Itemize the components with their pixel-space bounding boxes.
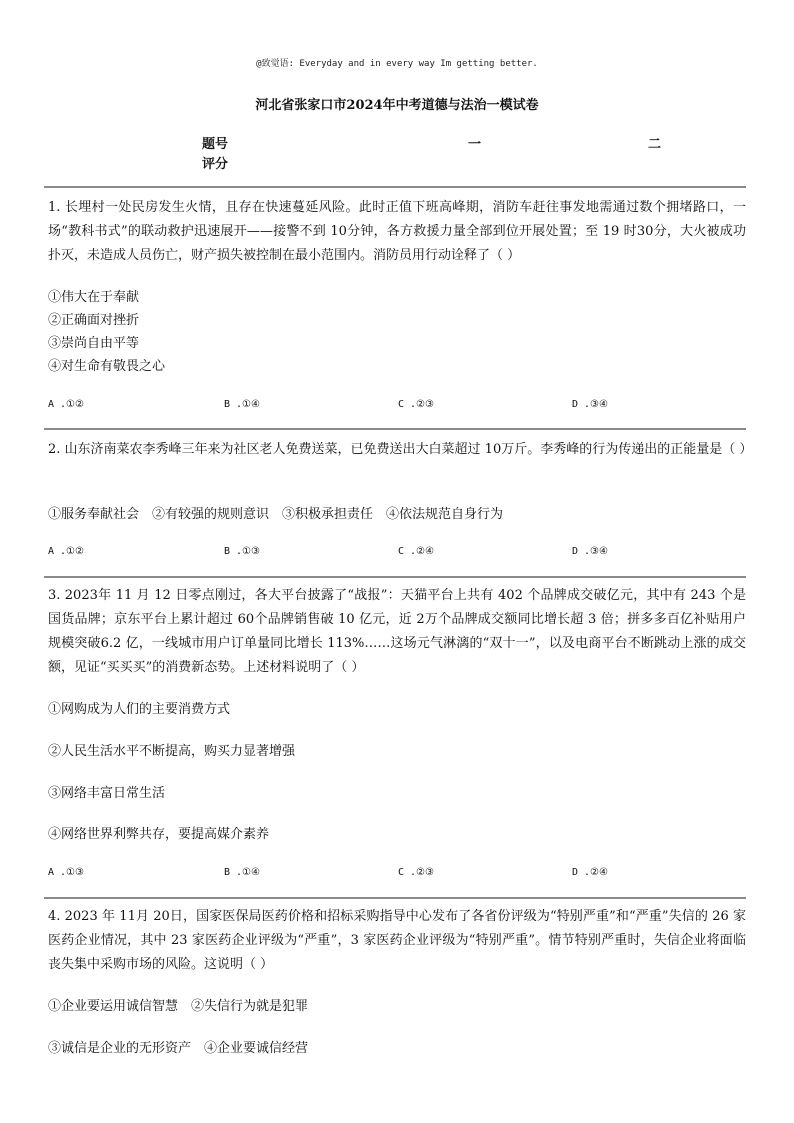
question-3-statement-3: ③网络丰富日常生活	[48, 786, 166, 801]
question-2-options	[48, 546, 748, 564]
score-table-question-number-label: 题号	[202, 137, 229, 152]
question-3-option-d[interactable]: D .②④	[572, 867, 608, 878]
divider	[44, 428, 746, 430]
question-3-option-a[interactable]: A .①③	[48, 867, 84, 878]
question-1-options	[48, 399, 748, 417]
question-3-options	[48, 867, 748, 885]
question-3-statement-4: ④网络世界利弊共存，要提高媒介素养	[48, 827, 270, 842]
question-1-statement-3: ③崇尚自由平等	[48, 336, 140, 351]
exam-title: 河北省张家口市2024年中考道德与法治一模试卷	[255, 98, 539, 113]
question-2-option-c[interactable]: C .②④	[398, 546, 434, 557]
question-2-statements: ①服务奉献社会 ②有较强的规则意识 ③积极承担责任 ④依法规范自身行为	[48, 507, 504, 522]
question-4-statements-row-1: ①企业要运用诚信智慧 ②失信行为就是犯罪	[48, 999, 309, 1014]
question-3-statement-1: ①网购成为人们的主要消费方式	[48, 702, 231, 717]
question-2-option-b[interactable]: B .①③	[224, 546, 260, 557]
question-3-option-c[interactable]: C .②③	[398, 867, 434, 878]
question-3-stem: 3. 2023年 11 月 12 日零点刚过，各大平台披露了“战报”：天猫平台上共有 402 个品牌成交破亿元，其中有 243 个是国货品牌；京东平台上累计超过 60个品牌销售破 10 亿元，近 2万个品牌成交额同比增长超 3 倍；拼多多百亿补贴用户规模突破6.2 亿，一线城市用户订单量同比增长 113%……这场元气淋漓的“双十一”，以及电商平台不断跳动上涨的成交额，见证“买买买”的消费新态势。上述材料说明了（ ）	[48, 588, 746, 675]
score-table	[0, 133, 794, 173]
question-4-stem: 4. 2023 年 11月 20日，国家医保局医药价格和招标采购指导中心发布了各省份评级为“特别严重”和“严重”失信的 26 家医药企业情况，其中 23 家医药企业评级为“严重”，3 家医药企业评级为“特别严重”。情节特别严重时，失信企业将面临丧失集中采购市场的风险。这说明（ ）	[48, 909, 746, 972]
score-table-score-label: 评分	[202, 157, 229, 172]
question-1-statement-4: ④对生命有敬畏之心	[48, 359, 166, 374]
page-motto: @致觉语: Everyday and in every way Im getting better.	[256, 59, 538, 69]
question-1-option-a[interactable]: A .①②	[48, 399, 84, 410]
question-2-stem: 2. 山东济南菜农李秀峰三年来为社区老人免费送菜，已免费送出大白菜超过 10万斤。李秀峰的行为传递出的正能量是（ ）	[48, 442, 753, 457]
score-table-column-1: 一	[468, 137, 482, 152]
question-1-option-c[interactable]: C .②③	[398, 399, 434, 410]
question-4-statements-row-2: ③诚信是企业的无形资产 ④企业要诚信经营	[48, 1041, 309, 1056]
question-1-stem: 1. 长埋村一处民房发生火情，且存在快速蔓延风险。此时正值下班高峰期，消防车赶往事发地需通过数个拥堵路口，一场“教科书式”的联动救护迅速展开——接警不到 10分钟，各方救援力量全部到位开展处置；至 19 时30分，大火被成功扑灭，未造成人员伤亡，财产损失被控制在最小范围内。消防员用行动诠释了（ ）	[48, 200, 746, 263]
score-table-column-2: 二	[648, 137, 662, 152]
question-2-option-a[interactable]: A .①②	[48, 546, 84, 557]
question-3-option-b[interactable]: B .①④	[224, 867, 260, 878]
divider	[44, 186, 746, 188]
divider	[44, 576, 746, 578]
question-1-statement-2: ②正确面对挫折	[48, 313, 140, 328]
question-1-statement-1: ①伟大在于奉献	[48, 290, 140, 305]
question-1-option-d[interactable]: D .③④	[572, 399, 608, 410]
question-2-option-d[interactable]: D .③④	[572, 546, 608, 557]
question-3-statement-2: ②人民生活水平不断提高，购买力显著增强	[48, 744, 296, 759]
divider	[44, 897, 746, 899]
question-1-option-b[interactable]: B .①④	[224, 399, 260, 410]
